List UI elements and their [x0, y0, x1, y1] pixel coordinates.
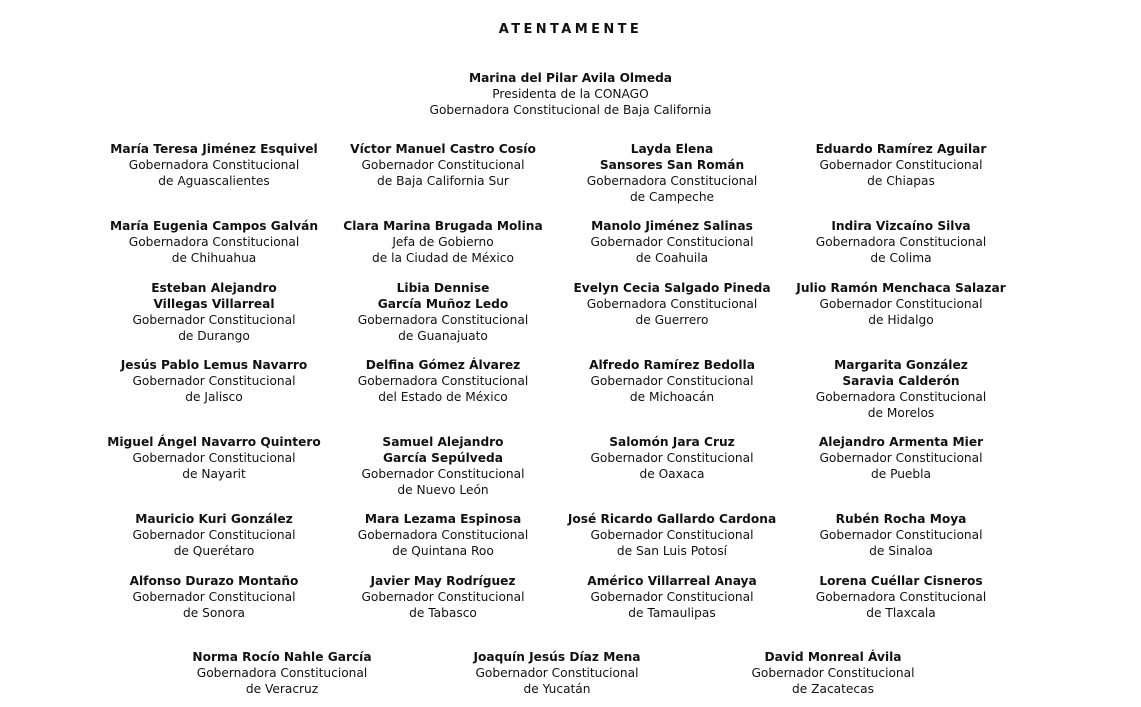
governor-name: Indira Vizcaíno Silva — [831, 219, 971, 233]
signature-block — [781, 573, 1021, 621]
signature-block — [94, 280, 334, 344]
governor-name: Jesús Pablo Lemus Navarro — [120, 358, 308, 372]
governor-name: Salomón Jara Cruz — [609, 435, 735, 449]
governor-name: Javier May Rodríguez — [370, 574, 516, 588]
signature-block — [781, 280, 1021, 328]
signature-block — [781, 218, 1021, 266]
signature-block — [713, 649, 953, 697]
governor-name: Rubén Rocha Moya — [835, 512, 967, 526]
governor-role: Gobernador Constitucional — [361, 467, 525, 481]
governor-role: de Oaxaca — [639, 467, 705, 481]
governor-name: Norma Rocío Nahle García — [192, 650, 372, 664]
governor-name: Mara Lezama Espinosa — [364, 512, 522, 526]
governor-role: del Estado de México — [378, 390, 508, 404]
governor-role: de Querétaro — [173, 544, 255, 558]
governor-role: de Hidalgo — [868, 313, 934, 327]
governor-role: Gobernadora Constitucional — [128, 235, 300, 249]
signature-block — [781, 511, 1021, 559]
governor-name: Julio Ramón Menchaca Salazar — [796, 281, 1006, 295]
governor-role: Gobernador Constitucional — [132, 528, 296, 542]
governor-role: Gobernador Constitucional — [590, 374, 754, 388]
governor-role: de Baja California Sur — [377, 174, 509, 188]
signature-block — [552, 434, 792, 482]
governor-role: Gobernador Constitucional — [590, 451, 754, 465]
governor-role: de Puebla — [870, 467, 932, 481]
governor-name: Layda Elena — [630, 142, 714, 156]
governor-name: María Eugenia Campos Galván — [109, 219, 319, 233]
governor-name: Clara Marina Brugada Molina — [343, 219, 543, 233]
governor-role: Gobernador Constitucional — [361, 590, 525, 604]
signature-block — [323, 218, 563, 266]
signature-block — [552, 218, 792, 266]
signature-block — [781, 141, 1021, 189]
governor-role: de Nuevo León — [397, 483, 489, 497]
president-signature-block — [0, 70, 1141, 118]
president-role: Presidenta de la CONAGO — [492, 87, 649, 101]
signature-block — [94, 141, 334, 189]
governor-role: Gobernador Constitucional — [590, 528, 754, 542]
signature-block — [552, 511, 792, 559]
governor-role: de Morelos — [867, 406, 935, 420]
governor-name: Margarita González — [834, 358, 968, 372]
governor-role: Gobernadora Constitucional — [196, 666, 368, 680]
governor-role: Gobernadora Constitucional — [586, 174, 758, 188]
governor-role: Gobernadora Constitucional — [357, 528, 529, 542]
governor-name: Sansores San Román — [599, 158, 745, 172]
governor-name: García Sepúlveda — [383, 451, 503, 465]
governor-role: Jefa de Gobierno — [392, 235, 494, 249]
governor-role: Gobernador Constitucional — [132, 451, 296, 465]
governor-name: Saravia Calderón — [842, 374, 960, 388]
governor-role: de Chihuahua — [171, 251, 257, 265]
governor-name: Joaquín Jesús Díaz Mena — [473, 650, 641, 664]
signature-block — [94, 573, 334, 621]
governor-role: Gobernadora Constitucional — [586, 297, 758, 311]
governor-role: Gobernador Constitucional — [819, 158, 983, 172]
governor-name: Villegas Villarreal — [153, 297, 275, 311]
governor-name: García Muñoz Ledo — [377, 297, 509, 311]
governor-name: Alfonso Durazo Montaño — [129, 574, 299, 588]
president-name: Marina del Pilar Avila Olmeda — [468, 71, 673, 85]
governor-name: José Ricardo Gallardo Cardona — [567, 512, 777, 526]
governor-role: de San Luis Potosí — [616, 544, 728, 558]
governor-name: Manolo Jiménez Salinas — [591, 219, 753, 233]
signature-block — [552, 573, 792, 621]
governor-name: Alfredo Ramírez Bedolla — [589, 358, 755, 372]
signature-block — [323, 434, 563, 498]
governor-role: de Tabasco — [409, 606, 477, 620]
governor-role: Gobernador Constitucional — [590, 590, 754, 604]
governor-role: Gobernador Constitucional — [361, 158, 525, 172]
governor-role: de Quintana Roo — [392, 544, 494, 558]
governor-role: de Campeche — [629, 190, 715, 204]
signature-block — [781, 434, 1021, 482]
governor-role: Gobernador Constitucional — [132, 374, 296, 388]
governor-name: Samuel Alejandro — [382, 435, 504, 449]
governor-role: de Veracruz — [245, 682, 319, 696]
governor-role: de Coahuila — [635, 251, 709, 265]
governor-role: Gobernadora Constitucional — [815, 390, 987, 404]
governor-role: de Sinaloa — [869, 544, 933, 558]
signature-block — [94, 434, 334, 482]
governor-name: David Monreal Ávila — [764, 650, 902, 664]
governor-role: de Aguascalientes — [158, 174, 270, 188]
governor-role: de Tlaxcala — [866, 606, 936, 620]
governor-role: Gobernador Constitucional — [751, 666, 915, 680]
governor-role: Gobernador Constitucional — [132, 313, 296, 327]
signature-block — [323, 357, 563, 405]
governor-name: Delfina Gómez Álvarez — [365, 358, 521, 372]
signature-block — [552, 357, 792, 405]
signature-block — [437, 649, 677, 697]
governor-name: Lorena Cuéllar Cisneros — [819, 574, 983, 588]
governor-name: Miguel Ángel Navarro Quintero — [107, 435, 321, 449]
governor-role: de la Ciudad de México — [372, 251, 514, 265]
governor-role: de Yucatán — [523, 682, 591, 696]
closing-heading: ATENTAMENTE — [498, 22, 643, 37]
governor-name: Mauricio Kuri González — [135, 512, 293, 526]
governor-name: Víctor Manuel Castro Cosío — [350, 142, 536, 156]
governor-role: de Colima — [870, 251, 932, 265]
governor-role: de Zacatecas — [792, 682, 874, 696]
governor-role: de Sonora — [183, 606, 245, 620]
governor-name: Esteban Alejandro — [151, 281, 277, 295]
governor-role: de Michoacán — [629, 390, 715, 404]
signature-block — [552, 141, 792, 205]
signature-block — [781, 357, 1021, 421]
president-title: Gobernadora Constitucional de Baja California — [429, 103, 712, 117]
governor-role: de Jalisco — [185, 390, 243, 404]
governor-role: Gobernador Constitucional — [819, 451, 983, 465]
governor-role: Gobernador Constitucional — [132, 590, 296, 604]
signature-block — [323, 511, 563, 559]
governor-role: de Guerrero — [635, 313, 709, 327]
governor-role: Gobernador Constitucional — [819, 297, 983, 311]
governor-role: de Guanajuato — [398, 329, 488, 343]
signature-block — [323, 141, 563, 189]
governor-role: Gobernadora Constitucional — [128, 158, 300, 172]
signature-block — [94, 218, 334, 266]
signature-block — [94, 357, 334, 405]
governor-name: Eduardo Ramírez Aguilar — [815, 142, 987, 156]
governor-name: Libia Dennise — [396, 281, 490, 295]
governor-role: de Tamaulipas — [628, 606, 716, 620]
governor-role: Gobernador Constitucional — [475, 666, 639, 680]
governor-name: Evelyn Cecia Salgado Pineda — [573, 281, 771, 295]
governor-role: de Durango — [178, 329, 250, 343]
governor-role: Gobernadora Constitucional — [357, 313, 529, 327]
signature-block — [323, 573, 563, 621]
governor-name: Alejandro Armenta Mier — [818, 435, 984, 449]
signature-block — [323, 280, 563, 344]
governor-role: de Nayarit — [182, 467, 246, 481]
signature-block — [162, 649, 402, 697]
governor-role: Gobernadora Constitucional — [815, 590, 987, 604]
governor-role: Gobernadora Constitucional — [357, 374, 529, 388]
signature-block — [552, 280, 792, 328]
governor-name: Américo Villarreal Anaya — [587, 574, 757, 588]
governor-name: María Teresa Jiménez Esquivel — [110, 142, 318, 156]
governor-role: Gobernador Constitucional — [819, 528, 983, 542]
governor-role: Gobernadora Constitucional — [815, 235, 987, 249]
governor-role: de Chiapas — [867, 174, 935, 188]
signature-block — [94, 511, 334, 559]
governor-role: Gobernador Constitucional — [590, 235, 754, 249]
